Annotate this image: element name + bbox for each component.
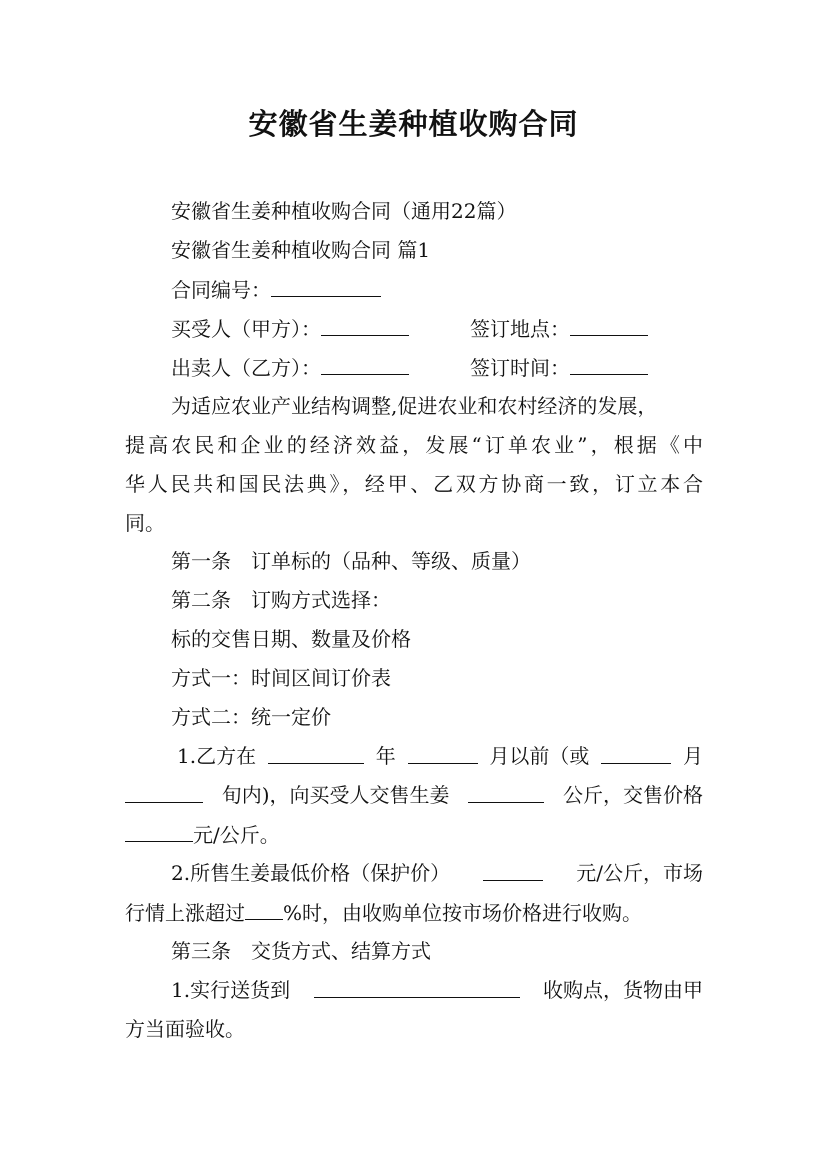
item-3-line-2: 方当面验收。: [125, 1017, 245, 1041]
document-title: 安徽省生姜种植收购合同: [248, 107, 579, 141]
item-1-text-d: 月: [682, 744, 703, 768]
buyer-row: [171, 315, 701, 342]
preamble-line-1: 为适应农业产业结构调整,促进农业和农村经济的发展，: [171, 394, 658, 418]
item-1-line-2: [125, 782, 703, 808]
date-qty-price-line: 标的交售日期、数量及价格: [171, 627, 411, 651]
preamble-line-3: 华人民共和国民法典》，经甲、乙双方协商一致，订立本合: [125, 472, 703, 496]
seller-row: [171, 354, 701, 381]
item-3-text-b: 收购点，货物由甲: [543, 978, 703, 1002]
preamble-line-2: 提高农民和企业的经济效益，发展“订单农业”，根据《中: [125, 433, 703, 457]
item-1-text-c: 月以前（或: [489, 744, 590, 768]
buyer-label: 买受人（甲方）：: [171, 317, 321, 341]
year-blank: [268, 743, 364, 764]
item-3-line-1: [171, 977, 703, 1003]
article-2-heading: 第二条 订购方式选择：: [171, 588, 391, 612]
preamble-line-4: 同。: [125, 511, 165, 535]
item-2-line-2: [125, 899, 642, 926]
sign-place-group: [470, 315, 648, 342]
sign-time-group: [470, 354, 648, 381]
month-blank: [408, 743, 478, 764]
sign-time-label: 签订时间：: [470, 356, 570, 380]
period-blank: [125, 782, 203, 803]
item-3-text-a: 1.实行送货到: [171, 978, 291, 1002]
item-1-line-3: [125, 821, 280, 848]
item-2-text-b: 元/公斤，市场: [576, 861, 703, 885]
contract-number-row: [171, 276, 381, 303]
subtitle-line: 安徽省生姜种植收购合同（通用22篇）: [171, 199, 517, 223]
protect-price-blank: [483, 860, 543, 881]
mode-2-line: 方式二：统一定价: [171, 705, 331, 729]
buyer-blank: [321, 315, 409, 336]
item-1-text-f: 公斤，交售价格: [562, 783, 703, 807]
delivery-point-blank: [314, 977, 520, 998]
item-2-text-d: %时，由收购单位按市场价格进行收购。: [283, 901, 643, 925]
unit-price-blank: [125, 821, 193, 842]
item-1-text-a: 1.乙方在: [177, 744, 257, 768]
mode-1-line: 方式一：时间区间订价表: [171, 666, 391, 690]
item-2-text-c: 行情上涨超过: [125, 901, 245, 925]
item-1-text-e: 旬内)，向买受人交售生姜: [221, 783, 450, 807]
contract-number-label: 合同编号：: [171, 278, 271, 302]
item-2-text-a: 2.所售生姜最低价格（保护价）: [171, 861, 451, 885]
section-heading: 安徽省生姜种植收购合同 篇1: [171, 238, 431, 262]
item-2-line-1: [171, 860, 703, 886]
sign-place-label: 签订地点：: [470, 317, 570, 341]
sign-time-blank: [570, 354, 648, 375]
seller-label: 出卖人（乙方）：: [171, 356, 321, 380]
contract-number-blank: [271, 276, 381, 297]
item-1-text-g: 元/公斤。: [193, 823, 280, 847]
article-1-heading: 第一条 订单标的（品种、等级、质量）: [171, 549, 531, 573]
item-1-text-b: 年: [375, 744, 396, 768]
alt-month-blank: [601, 743, 671, 764]
percent-blank: [245, 899, 283, 920]
item-1-line-1: [177, 743, 703, 769]
article-3-heading: 第三条 交货方式、结算方式: [171, 939, 431, 963]
sign-place-blank: [570, 315, 648, 336]
quantity-blank: [468, 782, 544, 803]
seller-blank: [321, 354, 409, 375]
